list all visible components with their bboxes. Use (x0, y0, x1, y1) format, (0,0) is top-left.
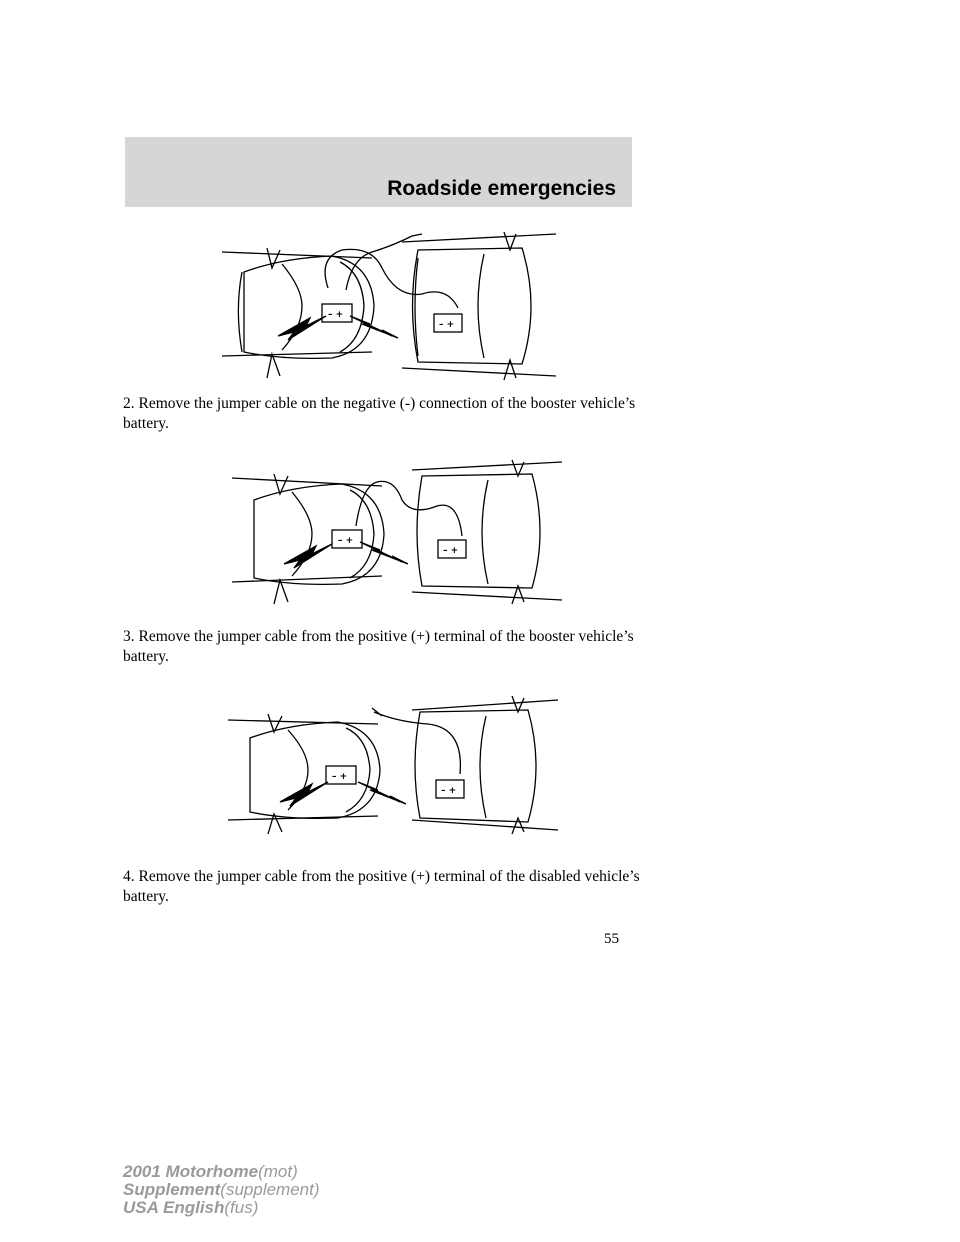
spark-right-icon (358, 782, 406, 804)
left-car (228, 714, 380, 834)
footer-line-3: USA English(fus) (123, 1198, 259, 1217)
battery-disabled (438, 540, 466, 558)
jumper-diagram-step-3 (232, 456, 562, 612)
spark-left-icon (284, 544, 332, 568)
cables (356, 481, 462, 536)
battery-booster (322, 304, 352, 322)
jumper-diagram-step-2 (222, 228, 556, 386)
battery-disabled (434, 314, 462, 332)
disabled-battery-terminals: – + (443, 546, 459, 556)
battery-disabled (436, 780, 464, 798)
document-footer (123, 1163, 320, 1217)
battery-booster (332, 530, 362, 548)
cables (325, 234, 458, 308)
disabled-battery-terminals: – + (441, 786, 457, 796)
battery-booster (326, 766, 356, 784)
booster-battery-terminals: – + (338, 536, 354, 546)
jumper-diagram-step-4 (228, 690, 558, 840)
right-car (402, 232, 556, 380)
footer-line-2: Supplement(supplement) (123, 1180, 320, 1199)
page-number: 55 (604, 931, 619, 947)
booster-battery-terminals: – + (332, 772, 348, 782)
spark-left-icon (278, 316, 326, 340)
step-2-text: 2. Remove the jumper cable on the negative (-) connection of the booster vehicle’s battery. (123, 395, 636, 432)
footer-line-1: 2001 Motorhome(mot) (123, 1162, 298, 1181)
step-4-text: 4. Remove the jumper cable from the positive (+) terminal of the disabled vehicle’s battery. (123, 868, 640, 905)
step-3-text: 3. Remove the jumper cable from the positive (+) terminal of the booster vehicle’s battery. (123, 628, 634, 665)
disabled-battery-terminals: – + (439, 320, 455, 330)
left-car (222, 248, 374, 378)
spark-left-icon (280, 782, 328, 806)
right-car (412, 696, 558, 834)
section-title: Roadside emergencies (387, 177, 616, 200)
right-car (412, 460, 562, 604)
left-car (232, 474, 384, 604)
booster-battery-terminals: – + (328, 310, 344, 320)
section-header-bar (125, 137, 632, 207)
